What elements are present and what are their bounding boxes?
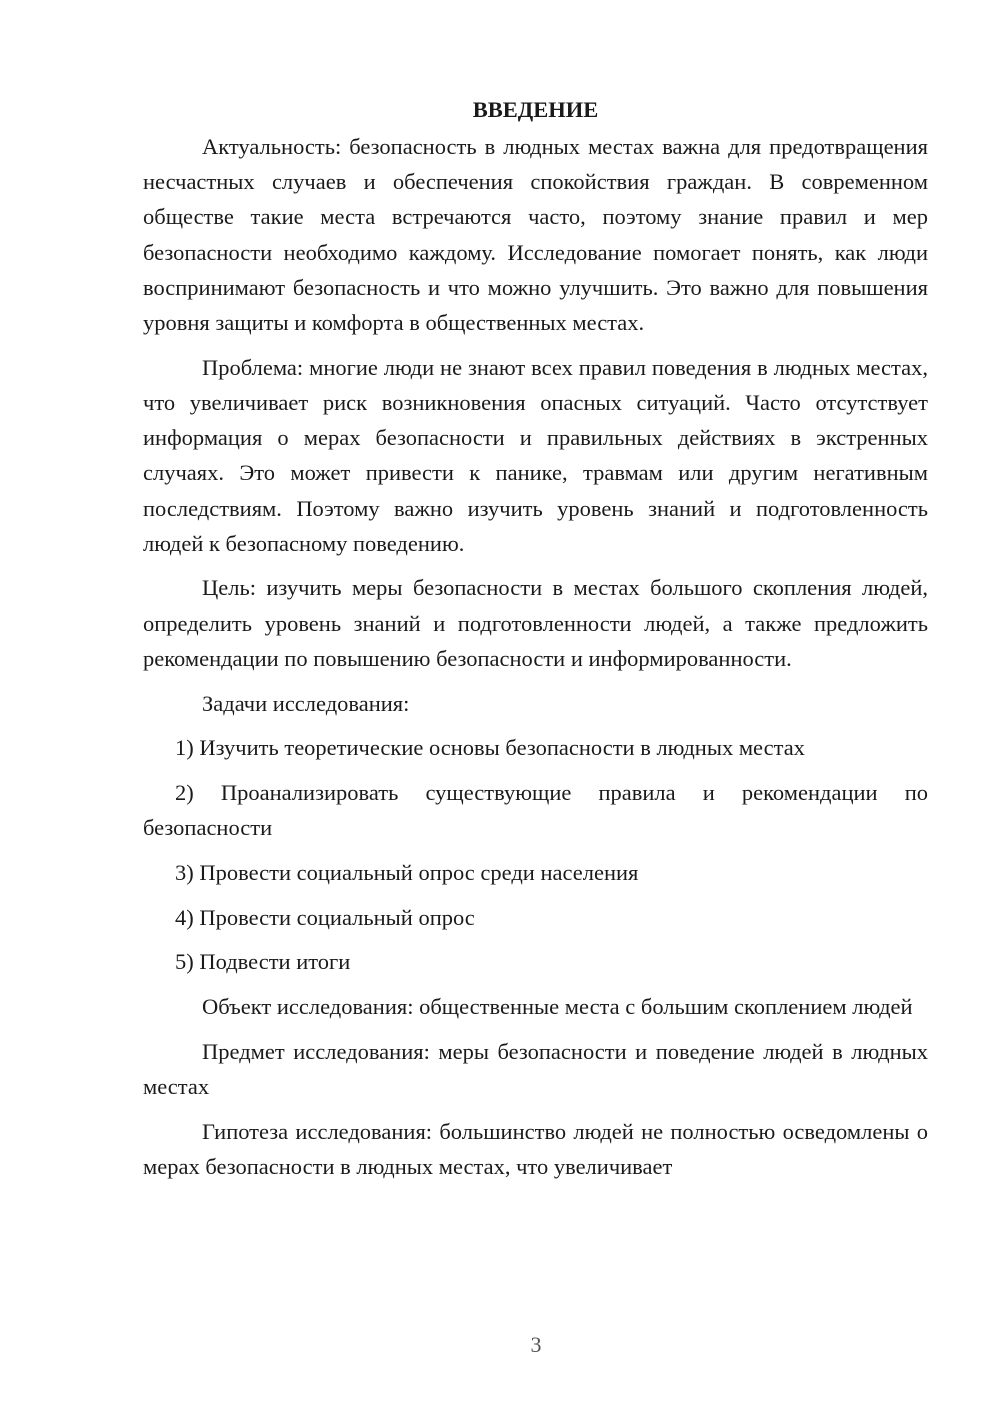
page-number: 3 <box>530 1332 542 1357</box>
paragraph-goal: Цель: изучить меры безопасности в местах большого скопления людей, определить уровень знаний и подготовленности людей, а также предложить рекомендации по повышению безопасности и информированности. <box>143 575 928 671</box>
section-heading: ВВЕДЕНИЕ <box>472 97 599 122</box>
task-item-4: 4) Провести социальный опрос <box>175 904 475 930</box>
paragraph-subject: Предмет исследования: меры безопасности и поведение людей в людных местах <box>143 1038 928 1099</box>
task-item-1: 1) Изучить теоретические основы безопасности в людных местах <box>175 735 805 761</box>
tasks-title: Задачи исследования: <box>202 690 410 716</box>
paragraph-object: Объект исследования: общественные места с большим скоплением людей <box>202 993 913 1019</box>
paragraph-relevance: Актуальность: безопасность в людных местах важна для предотвращения несчастных случаев и обеспечения спокойствия граждан. В современном обществе такие места встречаются часто, поэтому знание правил и мер безопасности необходимо каждому. Исследование помогает понять, как люди воспринимают безопасность и что можно улучшить. Это важно для повышения уровня защиты и комфорта в общественных местах. <box>143 134 928 336</box>
task-item-5: 5) Подвести итоги <box>175 949 351 975</box>
task-item-2: 2) Проанализировать существующие правила и рекомендации по безопасности <box>143 779 928 841</box>
page-content <box>143 92 928 1193</box>
paragraph-hypothesis: Гипотеза исследования: большинство людей не полностью осведомлены о мерах безопасности в людных местах, что увеличивает <box>143 1118 928 1179</box>
paragraph-problem: Проблема: многие люди не знают всех правил поведения в людных местах, что увеличивает риск возникновения опасных ситуаций. Часто отсутствует информация о мерах безопасности и правильных действиях в экстренных случаях. Это может привести к панике, травмам или другим негативным последствиям. Поэтому важно изучить уровень знаний и подготовленность людей к безопасному поведению. <box>143 354 928 556</box>
task-item-3: 3) Провести социальный опрос среди населения <box>175 859 639 885</box>
